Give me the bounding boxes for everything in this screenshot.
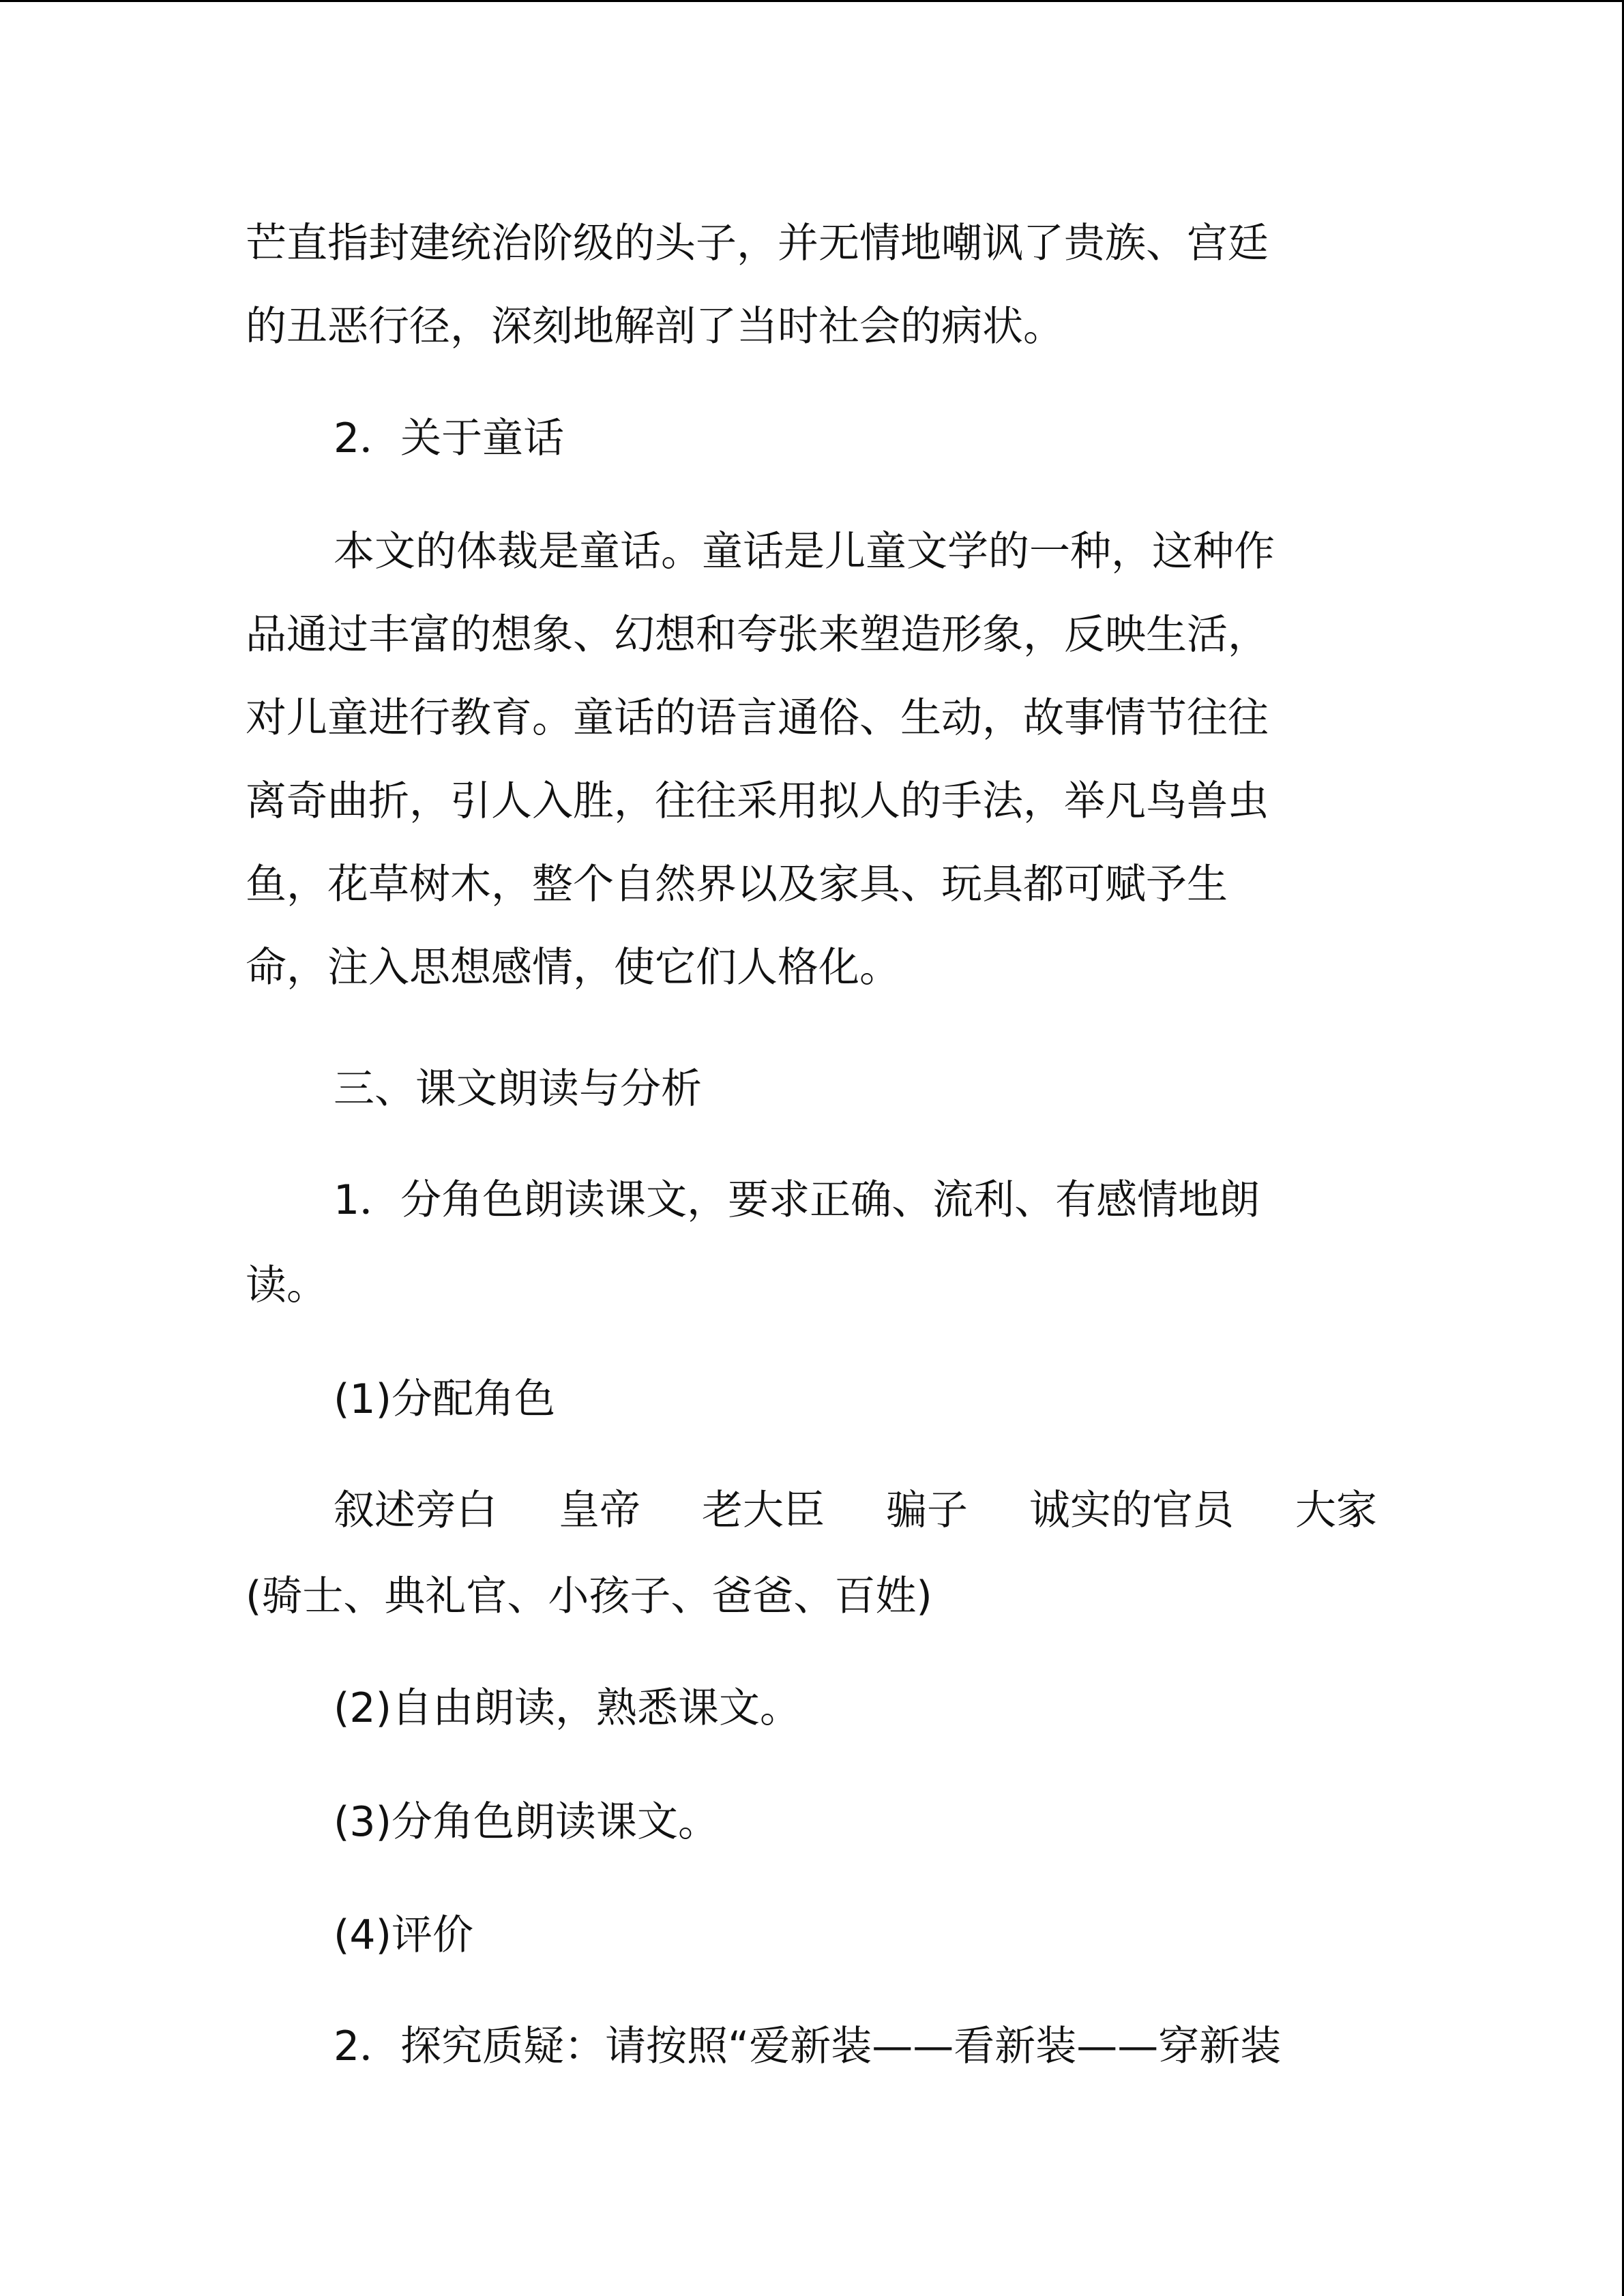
sub-item-4: (4)评价	[334, 1911, 473, 1959]
item-1-line-1: 1．分角色朗读课文，要求正确、流利、有感情地朗	[334, 1176, 1260, 1224]
paragraph-2-line-1: 本文的体裁是童话。童话是儿童文学的一种，这种作	[334, 528, 1275, 576]
paragraph-1-line-2: 的丑恶行径，深刻地解剖了当时社会的病状。	[246, 303, 1064, 351]
paragraph-1-line-1: 芒直指封建统治阶级的头子，并无情地嘲讽了贵族、宫廷	[246, 220, 1269, 267]
paragraph-2-line-2: 品通过丰富的想象、幻想和夸张来塑造形象，反映生活，	[246, 611, 1269, 659]
role-narrator: 叙述旁白	[334, 1487, 497, 1534]
role-swindlers: 骗子	[886, 1487, 968, 1534]
role-list-extra: (骑士、典礼官、小孩子、爸爸、百姓)	[246, 1572, 932, 1620]
section-heading-3: 三、课文朗读与分析	[334, 1065, 702, 1113]
paragraph-2-line-3: 对儿童进行教育。童话的语言通俗、生动，故事情节往往	[246, 694, 1269, 742]
item-1-line-2: 读。	[246, 1262, 327, 1309]
sub-item-1: (1)分配角色	[334, 1375, 555, 1423]
sub-item-3: (3)分角色朗读课文。	[334, 1798, 719, 1846]
role-list	[334, 1483, 1377, 1538]
paragraph-2-line-5: 鱼，花草树木，整个自然界以及家具、玩具都可赋予生	[246, 861, 1228, 908]
role-honest-official: 诚实的官员	[1029, 1487, 1234, 1534]
paragraph-2-line-6: 命，注入思想感情，使它们人格化。	[246, 944, 900, 992]
role-everyone: 大家	[1295, 1487, 1377, 1534]
paragraph-2-line-4: 离奇曲折，引人入胜，往往采用拟人的手法，举凡鸟兽虫	[246, 777, 1269, 825]
role-emperor: 皇帝	[559, 1487, 640, 1534]
heading-about-fairy-tale: 2．关于童话	[334, 415, 565, 462]
role-old-minister: 老大臣	[702, 1487, 825, 1534]
item-2-line-1: 2．探究质疑：请按照“爱新装——看新装——穿新装	[334, 2023, 1282, 2070]
sub-item-2: (2)自由朗读，熟悉课文。	[334, 1684, 801, 1732]
